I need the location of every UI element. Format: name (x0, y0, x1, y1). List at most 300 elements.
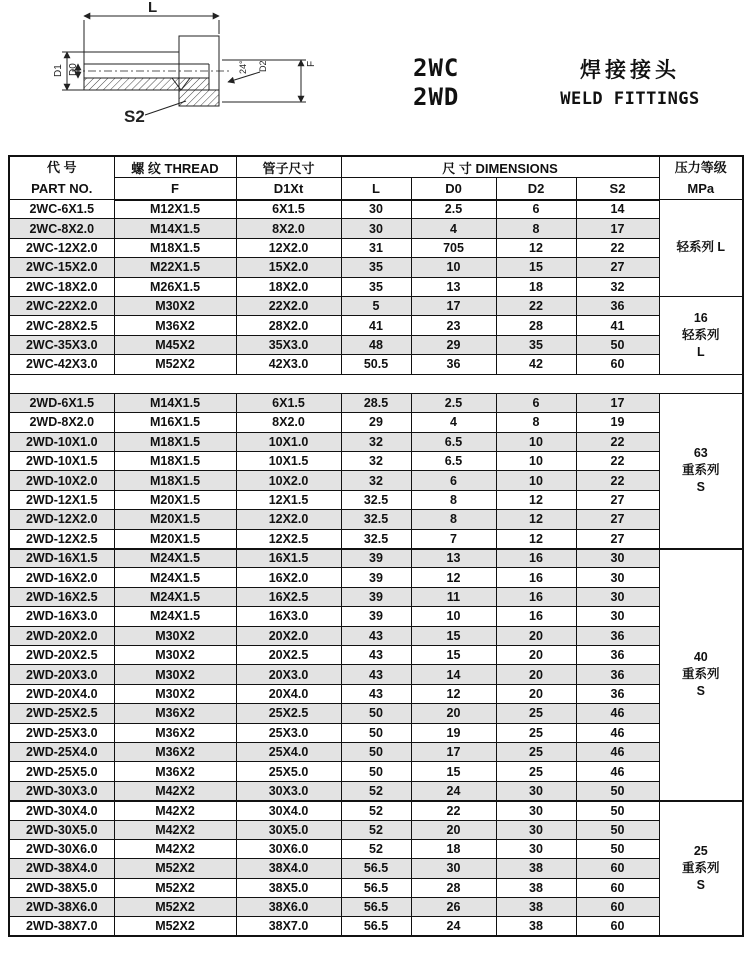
table-row (9, 898, 743, 917)
table-cell: 2WC-35X3.0 (9, 335, 114, 354)
table-row (9, 316, 743, 335)
table-cell: 2WD-25X2.5 (9, 704, 114, 723)
table-cell: 32 (341, 471, 411, 490)
table-cell: 20 (496, 626, 576, 645)
table-row (9, 820, 743, 839)
table-cell: 25 (496, 723, 576, 742)
table-cell: 2WD-30X5.0 (9, 820, 114, 839)
table-cell: M18X1.5 (114, 432, 236, 451)
table-cell: 38 (496, 859, 576, 878)
table-cell: 60 (576, 859, 659, 878)
table-cell: 18X2.0 (236, 277, 341, 296)
table-row (9, 781, 743, 800)
table-cell: 6X1.5 (236, 393, 341, 412)
table-row (9, 723, 743, 742)
table-cell: 48 (341, 335, 411, 354)
table-cell: M30X2 (114, 684, 236, 703)
table-cell: 2WC-12X2.0 (9, 238, 114, 257)
table-row (9, 645, 743, 664)
table-cell: 10 (411, 607, 496, 626)
table-cell: M52X2 (114, 355, 236, 374)
table-cell: 17 (576, 393, 659, 412)
col-header-dim-l: L (341, 178, 411, 200)
table-cell: 8X2.0 (236, 413, 341, 432)
table-cell: 2WD-12X2.0 (9, 510, 114, 529)
table-cell: M52X2 (114, 859, 236, 878)
dim-label-d0: D0 (68, 63, 79, 76)
table-cell: 16 (496, 607, 576, 626)
table-cell: 42 (496, 355, 576, 374)
table-cell: 12 (496, 529, 576, 548)
table-cell: 35 (341, 258, 411, 277)
col-header-thread-f: F (114, 178, 236, 200)
table-cell: M18X1.5 (114, 471, 236, 490)
table-cell: 22X2.0 (236, 296, 341, 315)
table-cell: 50.5 (341, 355, 411, 374)
table-cell: 2WD-12X1.5 (9, 490, 114, 509)
table-cell: 16X2.0 (236, 568, 341, 587)
table-cell: 52 (341, 801, 411, 820)
page-header (0, 0, 750, 153)
col-header-dim-d0: D0 (411, 178, 496, 200)
table-cell: 30 (576, 587, 659, 606)
table-cell: 20 (411, 820, 496, 839)
pressure-group-cell: 16 轻系列 L (659, 296, 743, 374)
table-row (9, 471, 743, 490)
table-cell: 52 (341, 839, 411, 858)
pressure-group-cell: 63 重系列 S (659, 393, 743, 548)
table-row (9, 200, 743, 219)
table-row (9, 704, 743, 723)
table-cell: 50 (341, 742, 411, 761)
table-cell: 6.5 (411, 452, 496, 471)
pressure-group-cell: 25 重系列 S (659, 801, 743, 937)
table-cell: 43 (341, 645, 411, 664)
col-header-pressure (659, 156, 743, 200)
table-cell: 30X3.0 (236, 781, 341, 800)
col-header-thread: 螺 纹 THREAD (114, 156, 236, 178)
table-cell: 42X3.0 (236, 355, 341, 374)
table-cell: 25X2.5 (236, 704, 341, 723)
table-cell: M20X1.5 (114, 529, 236, 548)
table-cell: 43 (341, 665, 411, 684)
table-cell: 36 (411, 355, 496, 374)
table-cell: 29 (411, 335, 496, 354)
table-cell: 10 (496, 432, 576, 451)
table-cell: 20 (496, 684, 576, 703)
table-cell: 30 (496, 820, 576, 839)
table-cell: 24 (411, 917, 496, 936)
table-cell: 2WD-16X1.5 (9, 549, 114, 568)
spec-table (8, 155, 744, 937)
table-cell: 2WD-16X2.0 (9, 568, 114, 587)
table-cell: 20 (411, 704, 496, 723)
table-cell: 46 (576, 762, 659, 781)
table-row (9, 510, 743, 529)
pressure-group-cell: 轻系列 L (659, 200, 743, 297)
table-cell: 20X2.5 (236, 645, 341, 664)
table-cell: 27 (576, 258, 659, 277)
table-cell: M20X1.5 (114, 510, 236, 529)
table-cell: 50 (576, 335, 659, 354)
table-cell: M36X2 (114, 723, 236, 742)
table-cell: 2WD-38X5.0 (9, 878, 114, 897)
table-cell: 16 (496, 568, 576, 587)
table-cell: 12X2.0 (236, 510, 341, 529)
table-cell: 30X5.0 (236, 820, 341, 839)
table-cell: 23 (411, 316, 496, 335)
table-cell: 36 (576, 645, 659, 664)
table-cell: M42X2 (114, 781, 236, 800)
table-cell: M20X1.5 (114, 490, 236, 509)
table-cell: 16X2.5 (236, 587, 341, 606)
table-cell: 25 (496, 762, 576, 781)
table-cell: 12X1.5 (236, 490, 341, 509)
table-cell: M42X2 (114, 839, 236, 858)
model-codes (413, 54, 459, 112)
table-row (9, 762, 743, 781)
table-cell: 15 (496, 258, 576, 277)
table-row (9, 917, 743, 936)
table-cell: 25X4.0 (236, 742, 341, 761)
table-cell: 8 (496, 413, 576, 432)
table-cell: 2WD-10X1.5 (9, 452, 114, 471)
table-row (9, 587, 743, 606)
table-cell: 2WD-16X2.5 (9, 587, 114, 606)
table-cell: M18X1.5 (114, 238, 236, 257)
table-cell: 60 (576, 878, 659, 897)
table-cell: 10 (496, 452, 576, 471)
table-cell: 41 (341, 316, 411, 335)
table-cell: 56.5 (341, 859, 411, 878)
table-cell: 35 (496, 335, 576, 354)
table-cell: 32.5 (341, 529, 411, 548)
product-name (535, 54, 725, 109)
table-cell: 15 (411, 626, 496, 645)
table-cell: 50 (576, 781, 659, 800)
table-cell: 10 (496, 471, 576, 490)
table-row (9, 452, 743, 471)
model-code-2wd: 2WD (413, 83, 460, 111)
table-cell: 2WC-15X2.0 (9, 258, 114, 277)
table-row (9, 801, 743, 820)
table-cell: 10X1.0 (236, 432, 341, 451)
table-cell: 2WD-30X6.0 (9, 839, 114, 858)
table-cell: 13 (411, 277, 496, 296)
dim-label-s2: S2 (124, 107, 145, 126)
table-cell: 26 (411, 898, 496, 917)
table-cell: 6.5 (411, 432, 496, 451)
table-cell: 4 (411, 219, 496, 238)
table-row (9, 665, 743, 684)
table-row (9, 393, 743, 412)
table-cell: 2WD-6X1.5 (9, 393, 114, 412)
table-row (9, 296, 743, 315)
table-row (9, 859, 743, 878)
table-cell: 19 (576, 413, 659, 432)
dim-label-d2: D2 (258, 60, 268, 72)
product-name-zh: 焊接接头 (580, 59, 680, 82)
table-cell: 30 (341, 200, 411, 219)
table-cell: M24X1.5 (114, 568, 236, 587)
section-gap-row (9, 374, 743, 393)
table-cell: 20 (496, 665, 576, 684)
table-row (9, 355, 743, 374)
table-cell: 22 (411, 801, 496, 820)
table-cell: 30X6.0 (236, 839, 341, 858)
table-cell: 38X6.0 (236, 898, 341, 917)
pressure-group-cell: 40 重系列 S (659, 549, 743, 801)
table-cell: 17 (411, 296, 496, 315)
table-cell: M24X1.5 (114, 587, 236, 606)
table-cell: 18 (411, 839, 496, 858)
table-cell: 28 (411, 878, 496, 897)
table-cell: 2WD-38X7.0 (9, 917, 114, 936)
table-cell: M30X2 (114, 626, 236, 645)
table-cell: 38X7.0 (236, 917, 341, 936)
table-row (9, 238, 743, 257)
table-cell: 2WD-8X2.0 (9, 413, 114, 432)
table-cell: 12 (496, 510, 576, 529)
table-cell: M30X2 (114, 296, 236, 315)
table-row (9, 568, 743, 587)
col-header-pipe-size: 管子尺寸 (236, 156, 341, 178)
table-cell: 12 (411, 568, 496, 587)
table-cell: 35 (341, 277, 411, 296)
table-cell: M24X1.5 (114, 549, 236, 568)
table-cell: 36 (576, 684, 659, 703)
table-cell: 30 (576, 549, 659, 568)
table-row (9, 529, 743, 548)
table-row (9, 335, 743, 354)
table-cell: 30 (496, 781, 576, 800)
table-cell: 25 (496, 742, 576, 761)
col-header-dimensions: 尺 寸 DIMENSIONS (341, 156, 659, 178)
table-cell: 56.5 (341, 898, 411, 917)
table-cell: 15 (411, 645, 496, 664)
table-cell: 2.5 (411, 200, 496, 219)
table-cell: 38 (496, 878, 576, 897)
table-cell: 2WD-25X5.0 (9, 762, 114, 781)
table-cell: 16 (496, 587, 576, 606)
table-cell: 36 (576, 296, 659, 315)
table-cell: 36 (576, 626, 659, 645)
dim-label-d1: D1 (53, 64, 64, 77)
col-header-dim-s2: S2 (576, 178, 659, 200)
table-cell: 12 (496, 490, 576, 509)
table-row (9, 413, 743, 432)
table-cell: 30 (496, 801, 576, 820)
table-cell: 16 (496, 549, 576, 568)
table-cell: 20 (496, 645, 576, 664)
table-cell: 60 (576, 898, 659, 917)
table-row (9, 277, 743, 296)
table-cell: 14 (576, 200, 659, 219)
col-header-part-no-en: PART NO. (31, 181, 93, 196)
table-cell: 11 (411, 587, 496, 606)
table-cell: 50 (341, 704, 411, 723)
table-cell: 46 (576, 723, 659, 742)
table-cell: M45X2 (114, 335, 236, 354)
table-cell: M16X1.5 (114, 413, 236, 432)
table-cell: 30 (496, 839, 576, 858)
table-cell: 17 (576, 219, 659, 238)
table-cell: 6 (496, 393, 576, 412)
table-cell: 60 (576, 355, 659, 374)
table-cell: 12 (496, 238, 576, 257)
fitting-section-drawing (14, 2, 354, 152)
col-header-pressure-zh: 压力等级 (674, 160, 727, 175)
table-row (9, 490, 743, 509)
table-cell: 2WD-38X6.0 (9, 898, 114, 917)
table-cell: 2WD-25X3.0 (9, 723, 114, 742)
table-cell: 22 (576, 471, 659, 490)
table-cell: 14 (411, 665, 496, 684)
section-gap-cell (9, 374, 743, 393)
table-cell: 8 (496, 219, 576, 238)
table-cell: 50 (576, 839, 659, 858)
table-cell: 29 (341, 413, 411, 432)
table-cell: 13 (411, 549, 496, 568)
table-cell: 2WD-10X2.0 (9, 471, 114, 490)
table-cell: 2WD-10X1.0 (9, 432, 114, 451)
table-cell: 2WD-20X2.5 (9, 645, 114, 664)
table-cell: 8 (411, 510, 496, 529)
table-cell: 2WD-30X3.0 (9, 781, 114, 800)
table-cell: 2WC-8X2.0 (9, 219, 114, 238)
table-cell: 12 (411, 684, 496, 703)
table-cell: 50 (341, 762, 411, 781)
table-cell: 38 (496, 898, 576, 917)
table-cell: 25X5.0 (236, 762, 341, 781)
table-cell: 10X2.0 (236, 471, 341, 490)
table-cell: M26X1.5 (114, 277, 236, 296)
table-cell: 2WC-6X1.5 (9, 200, 114, 219)
col-header-part-no (9, 156, 114, 200)
table-cell: 12X2.0 (236, 238, 341, 257)
table-cell: 32 (341, 432, 411, 451)
table-cell: 19 (411, 723, 496, 742)
table-cell: 8 (411, 490, 496, 509)
table-row (9, 607, 743, 626)
table-cell: 24 (411, 781, 496, 800)
table-cell: M52X2 (114, 898, 236, 917)
table-cell: 2WC-28X2.5 (9, 316, 114, 335)
table-cell: M14X1.5 (114, 393, 236, 412)
table-cell: 10X1.5 (236, 452, 341, 471)
dim-label-f: F (306, 60, 317, 67)
table-cell: 15X2.0 (236, 258, 341, 277)
table-cell: 27 (576, 490, 659, 509)
table-cell: M18X1.5 (114, 452, 236, 471)
table-cell: M36X2 (114, 316, 236, 335)
table-cell: 10 (411, 258, 496, 277)
table-cell: 27 (576, 510, 659, 529)
table-cell: 46 (576, 742, 659, 761)
table-cell: 2WD-20X4.0 (9, 684, 114, 703)
table-cell: 46 (576, 704, 659, 723)
table-cell: 39 (341, 549, 411, 568)
table-cell: M52X2 (114, 878, 236, 897)
table-cell: 32 (576, 277, 659, 296)
table-cell: 2WD-20X2.0 (9, 626, 114, 645)
table-row (9, 626, 743, 645)
table-cell: M14X1.5 (114, 219, 236, 238)
table-cell: M30X2 (114, 665, 236, 684)
table-cell: 15 (411, 762, 496, 781)
table-cell: 38X4.0 (236, 859, 341, 878)
table-cell: 2.5 (411, 393, 496, 412)
col-header-pressure-unit: MPa (687, 181, 715, 196)
table-cell: 50 (341, 723, 411, 742)
table-cell: 2WD-25X4.0 (9, 742, 114, 761)
table-row (9, 742, 743, 761)
table-cell: M42X2 (114, 820, 236, 839)
table-row (9, 258, 743, 277)
table-cell: 60 (576, 917, 659, 936)
table-cell: 32 (341, 452, 411, 471)
table-cell: 2WD-20X3.0 (9, 665, 114, 684)
table-cell: 22 (576, 432, 659, 451)
table-cell: M36X2 (114, 704, 236, 723)
table-cell: 8X2.0 (236, 219, 341, 238)
table-cell: 35X3.0 (236, 335, 341, 354)
table-cell: 50 (576, 820, 659, 839)
table-cell: 22 (576, 452, 659, 471)
table-cell: 43 (341, 684, 411, 703)
table-cell: M52X2 (114, 917, 236, 936)
table-cell: 20X3.0 (236, 665, 341, 684)
table-row (9, 219, 743, 238)
table-cell: 28.5 (341, 393, 411, 412)
spec-table-body (9, 200, 743, 937)
table-cell: M24X1.5 (114, 607, 236, 626)
table-cell: 32.5 (341, 490, 411, 509)
table-cell: 28 (496, 316, 576, 335)
table-cell: 6 (411, 471, 496, 490)
table-cell: M12X1.5 (114, 200, 236, 219)
dim-label-angle: 24° (238, 60, 248, 74)
product-name-en: WELD FITTINGS (560, 89, 700, 109)
table-cell: 2WC-42X3.0 (9, 355, 114, 374)
table-cell: 2WD-16X3.0 (9, 607, 114, 626)
table-cell: 20X2.0 (236, 626, 341, 645)
table-row (9, 432, 743, 451)
table-cell: 43 (341, 626, 411, 645)
table-cell: 50 (576, 801, 659, 820)
table-cell: 38 (496, 917, 576, 936)
table-cell: 6X1.5 (236, 200, 341, 219)
table-cell: 30 (576, 568, 659, 587)
table-cell: 2WD-30X4.0 (9, 801, 114, 820)
table-row (9, 684, 743, 703)
table-row (9, 878, 743, 897)
table-cell: 56.5 (341, 878, 411, 897)
col-header-part-no-zh: 代 号 (46, 160, 77, 175)
table-cell: 32.5 (341, 510, 411, 529)
table-cell: 39 (341, 607, 411, 626)
table-cell: 39 (341, 587, 411, 606)
table-cell: 36 (576, 665, 659, 684)
table-cell: 18 (496, 277, 576, 296)
table-cell: M30X2 (114, 645, 236, 664)
table-cell: 52 (341, 781, 411, 800)
table-cell: 2WD-12X2.5 (9, 529, 114, 548)
table-cell: M36X2 (114, 762, 236, 781)
table-cell: 16X1.5 (236, 549, 341, 568)
table-cell: 20X4.0 (236, 684, 341, 703)
table-cell: 38X5.0 (236, 878, 341, 897)
